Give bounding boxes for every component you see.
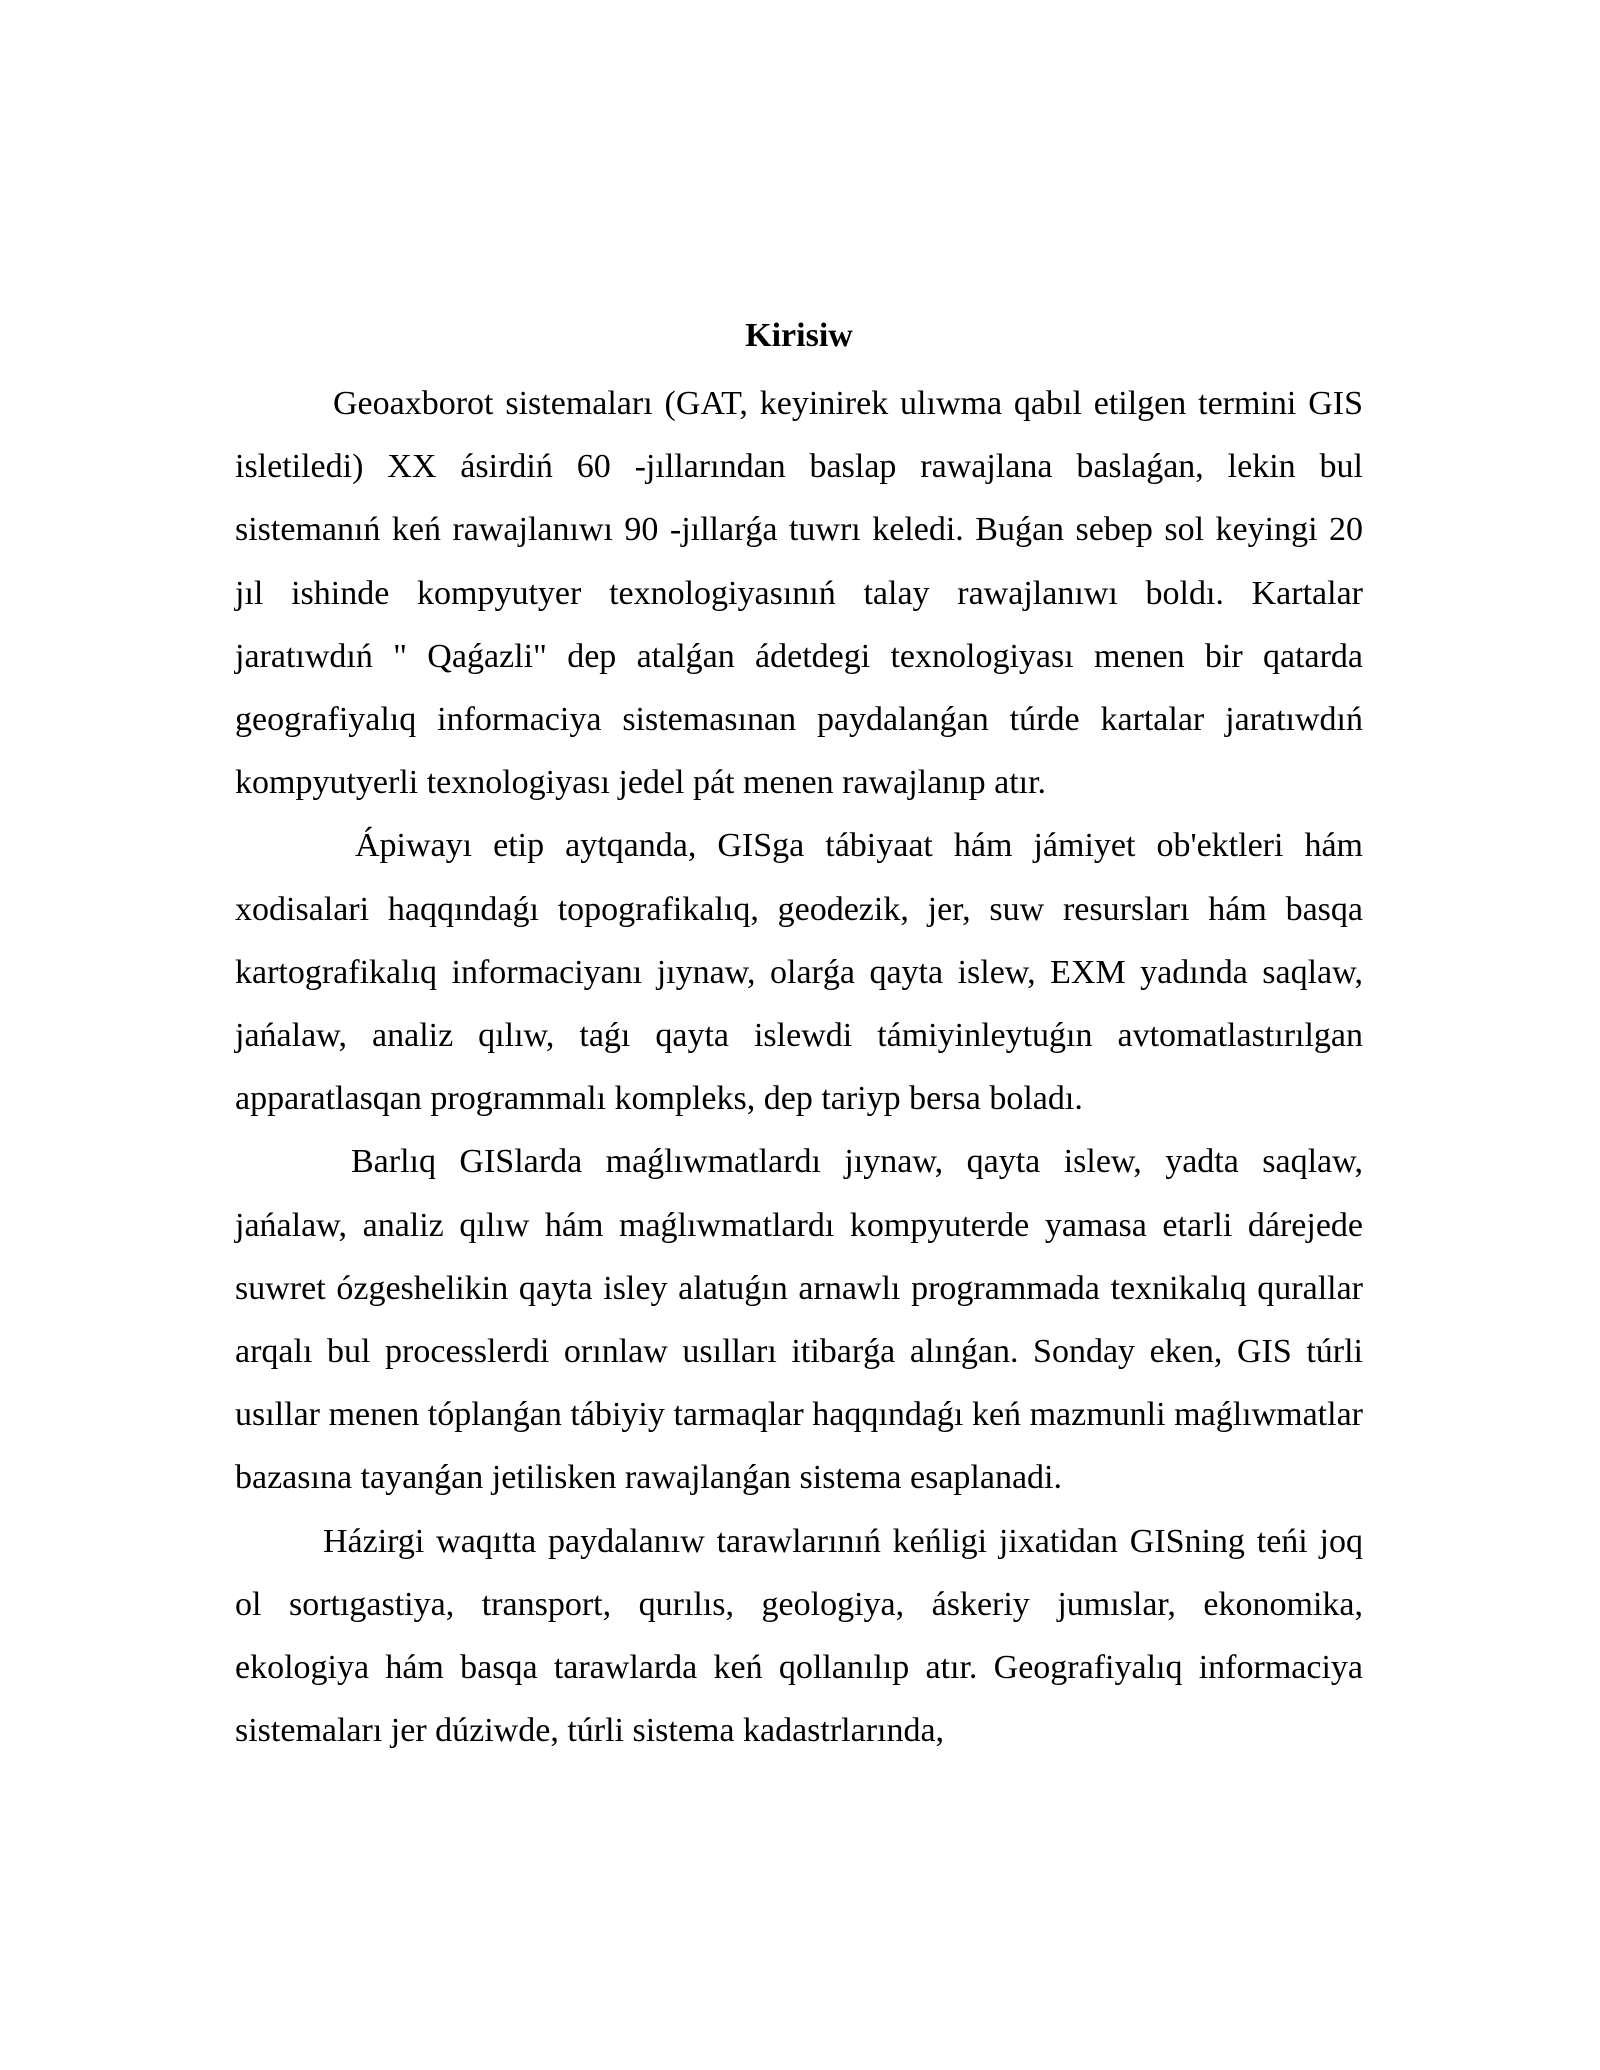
document-body bbox=[235, 310, 1363, 1762]
paragraph-4: Házirgi waqıtta paydalanıw tarawlarınıń keńligi jixatidan GISning teńi joq ol sortıgastiya, transport, qurılıs, geologiya, áskeriy jumıslar, ekonomika, ekologiya hám basqa tarawlarda keń qollanılıp atır. Geografiyalıq informaciya sistemaları jer dúziwde, túrli sistema kadastrlarında, bbox=[235, 1522, 1363, 1750]
document-title: Kirisiw bbox=[745, 317, 853, 354]
paragraph-1: Geoaxborot sistemaları (GAT, keyinirek ulıwma qabıl etilgen termini GIS isletiledi) XX ásirdiń 60 -jıllarından baslap rawajlana baslaǵan, lekin bul sistemanıń keń rawajlanıwı 90 -jıllarǵa tuwrı keledi. Buǵan sebep sol keyingi 20 jıl ishinde kompyutyer texnologiyasınıń talay rawajlanıwı boldı. Kartalar jaratıwdıń " Qaǵazli" dep atalǵan ádetdegi texnologiyası menen bir qatarda geografiyalıq informaciya sistemasınan paydalanǵan túrde kartalar jaratıwdıń kompyutyerli texnologiyası jedel pát menen rawajlanıp atır. bbox=[235, 385, 1363, 802]
paragraph-3: Barlıq GISlarda maǵlıwmatlardı jıynaw, qayta islew, yadta saqlaw, jańalaw, analiz qılıw hám maǵlıwmatlardı kompyuterde yamasa etarli dárejede suwret ózgeshelikin qayta isley alatuǵın arnawlı programmada texnikalıq qurallar arqalı bul processlerdi orınlaw usılları itibarǵa alınǵan. Sonday eken, GIS túrli usıllar menen tóplanǵan tábiyiy tarmaqlar haqqındaǵı keń mazmunli maǵlıwmatlar bazasına tayanǵan jetilisken rawajlanǵan sistema esaplanadi. bbox=[235, 1143, 1363, 1497]
paragraph-2: Ápiwayı etip aytqanda, GISga tábiyaat hám jámiyet ob'ektleri hám xodisalari haqqındaǵı topografikalıq, geodezik, jer, suw resursları hám basqa kartografikalıq informaciyanı jıynaw, olarǵa qayta islew, EXM yadında saqlaw, jańalaw, analiz qılıw, taǵı qayta islewdi támiyinleytuǵın avtomatlastırılgan apparatlasqan programmalı kompleks, dep tariyp bersa boladı. bbox=[235, 827, 1363, 1118]
